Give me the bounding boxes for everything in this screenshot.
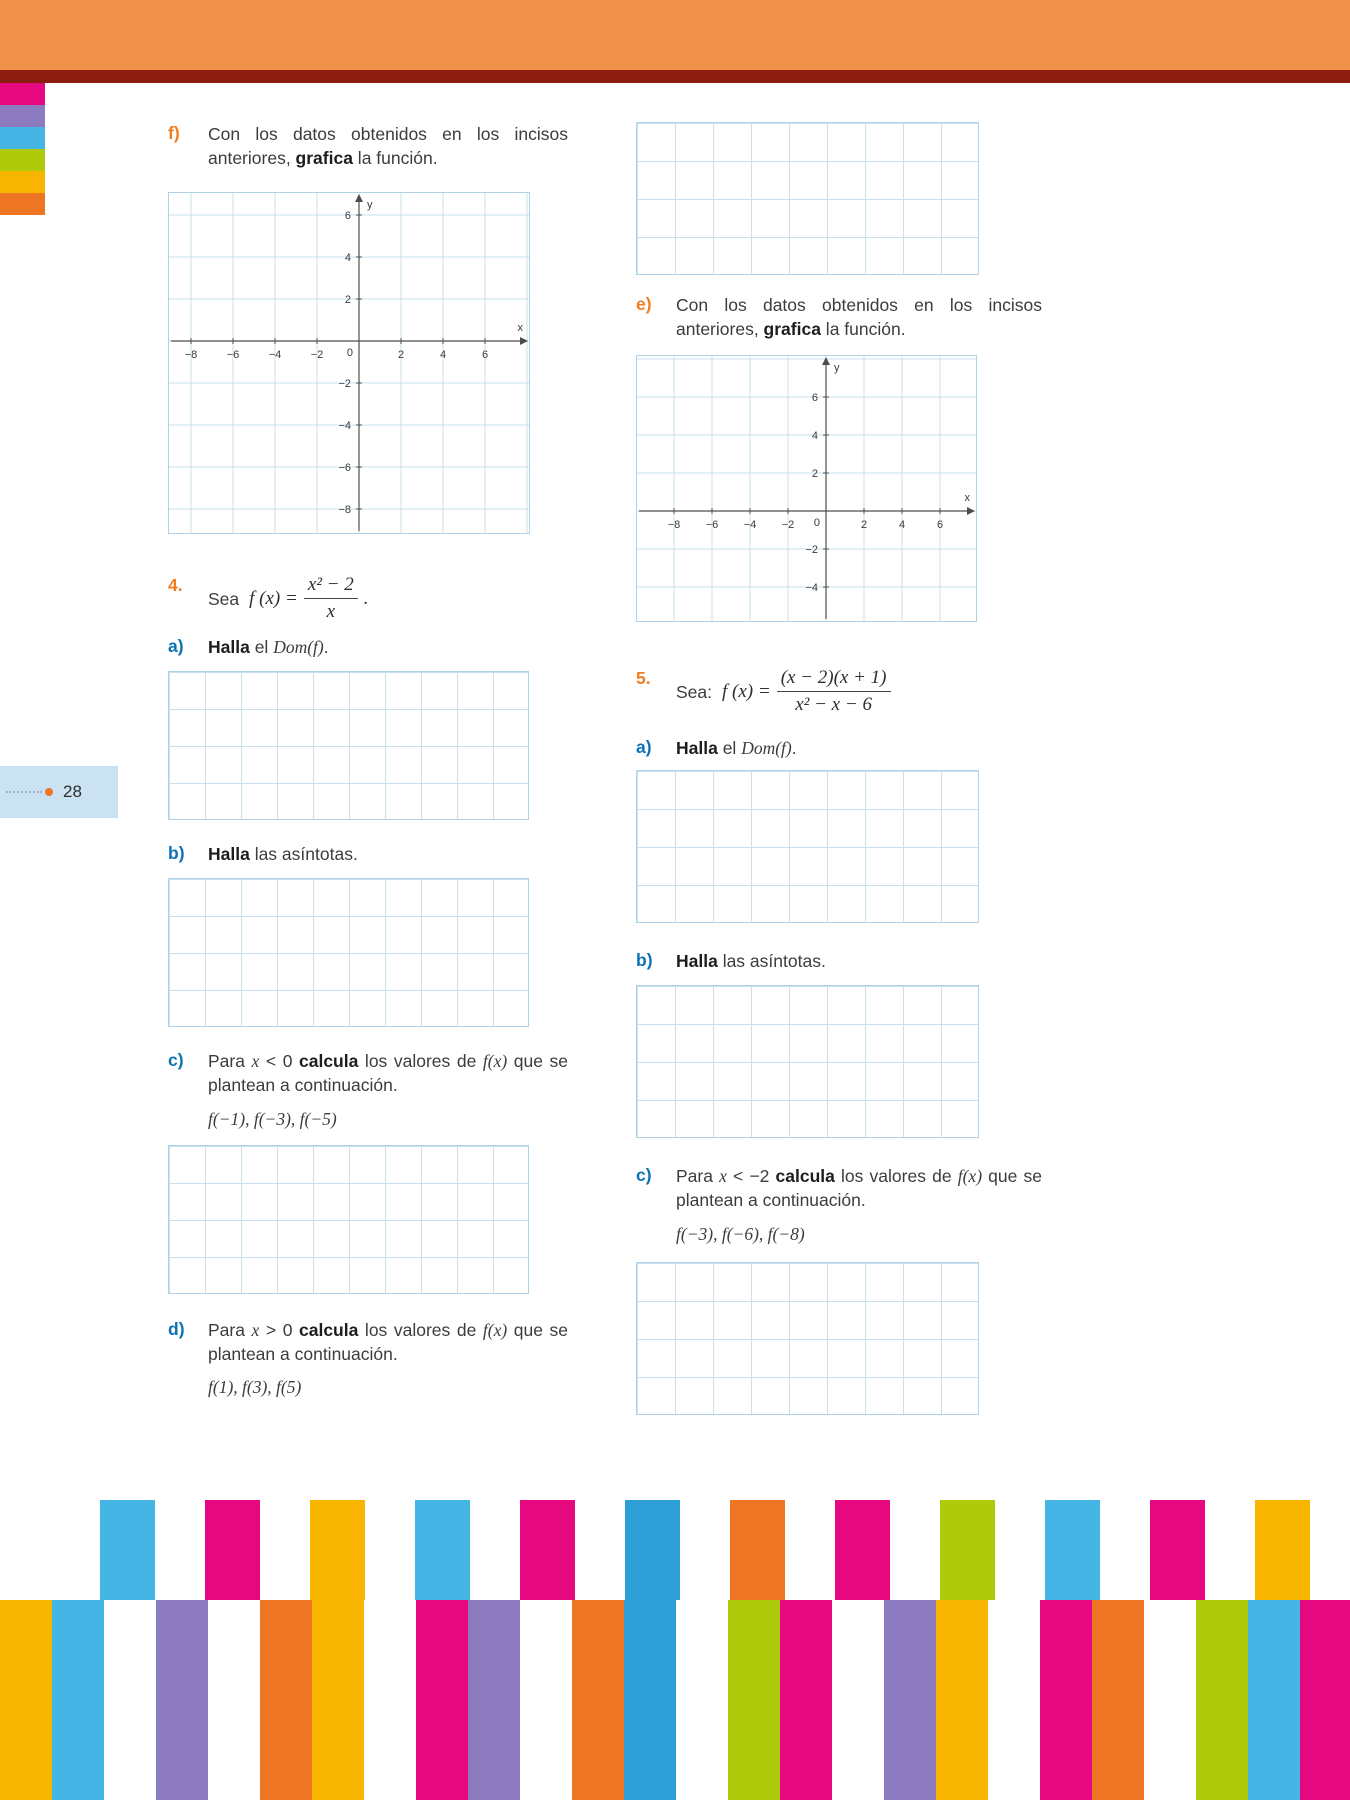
- decoration-block: [624, 1600, 676, 1800]
- item-text: [676, 949, 1042, 973]
- svg-text:2: 2: [860, 519, 868, 532]
- bold-word: grafica: [295, 148, 353, 169]
- svg-text:y: y: [367, 199, 373, 212]
- header-orange-band: [0, 0, 1350, 70]
- decoration-block: [1092, 1600, 1144, 1800]
- right-column: [636, 122, 1042, 1415]
- text-segment: los valores de: [358, 1319, 483, 1340]
- exercise-item-4a: [168, 635, 568, 659]
- color-tab: [0, 193, 45, 215]
- text-segment: Para: [676, 1166, 720, 1187]
- fraction: [777, 667, 891, 716]
- decoration-block: [728, 1600, 780, 1800]
- answer-grid: [168, 671, 529, 820]
- svg-text:−8: −8: [184, 349, 198, 362]
- math-expression: Dom(f): [273, 636, 324, 657]
- svg-text:−8: −8: [338, 504, 351, 517]
- coordinate-plane-svg: [169, 193, 529, 533]
- exercise-item-4b: [168, 842, 568, 866]
- coordinate-plane-svg: [637, 356, 976, 621]
- math-expression: f(x): [957, 1166, 983, 1187]
- math-expression: f(x): [482, 1051, 508, 1072]
- svg-text:−6: −6: [226, 349, 240, 362]
- item-paragraph: [208, 1318, 568, 1366]
- text-segment: el: [249, 636, 274, 657]
- decoration-block: [104, 1600, 156, 1800]
- svg-text:x: x: [517, 322, 523, 335]
- orange-dot: [45, 788, 53, 796]
- item-text: [676, 1164, 1042, 1245]
- footer-bottom-row: [0, 1600, 1350, 1800]
- footer-decoration: [0, 1500, 1350, 1800]
- decoration-block: [1045, 1500, 1100, 1600]
- item-paragraph: [208, 1049, 568, 1097]
- decoration-block: [832, 1600, 884, 1800]
- svg-text:y: y: [834, 362, 840, 375]
- svg-text:−4: −4: [805, 582, 818, 595]
- svg-text:6: 6: [936, 519, 944, 532]
- item-label: b): [168, 843, 185, 864]
- text-segment: < −2: [726, 1166, 776, 1187]
- function-values: f(−3), f(−6), f(−8): [676, 1223, 805, 1244]
- decoration-block: [625, 1500, 680, 1600]
- text-segment: < 0: [259, 1051, 299, 1072]
- formula: [208, 574, 568, 623]
- fraction: [304, 574, 358, 623]
- decoration-block: [1255, 1500, 1310, 1600]
- color-tab: [0, 127, 45, 149]
- decoration-block: [208, 1600, 260, 1800]
- decoration-block: [676, 1600, 728, 1800]
- item-text: [676, 736, 1042, 760]
- math-variable: x: [251, 1051, 260, 1072]
- answer-grid: [636, 1262, 979, 1415]
- decoration-block: [364, 1600, 416, 1800]
- math-expression: f(x): [482, 1319, 508, 1340]
- svg-text:−2: −2: [781, 519, 795, 532]
- item-label: a): [168, 635, 184, 656]
- svg-text:−2: −2: [338, 378, 351, 391]
- function-notation: f (x) =: [722, 680, 771, 702]
- exercise-item-4d: [168, 1318, 568, 1399]
- svg-text:6: 6: [811, 392, 818, 405]
- item-label: c): [636, 1165, 652, 1186]
- decoration-block: [1300, 1600, 1350, 1800]
- svg-text:6: 6: [344, 210, 351, 223]
- item-label: b): [636, 950, 653, 971]
- page-number: 28: [63, 782, 82, 801]
- decoration-block: [988, 1600, 1040, 1800]
- denominator: x² − x − 6: [795, 694, 872, 716]
- svg-text:−4: −4: [268, 349, 282, 362]
- item-text: [208, 1318, 568, 1399]
- bold-word: Halla: [676, 737, 718, 758]
- item-text: [208, 842, 568, 866]
- left-column: [168, 122, 568, 1399]
- decoration-block: [780, 1600, 832, 1800]
- function-values: f(−1), f(−3), f(−5): [208, 1108, 337, 1129]
- text-segment: que se plantean a continuación.: [208, 1051, 569, 1096]
- text-segment: Con los datos obtenidos en los incisos anteriores,: [676, 295, 1042, 340]
- exercise-item-f: [168, 122, 568, 170]
- svg-text:−2: −2: [310, 349, 324, 362]
- svg-text:4: 4: [439, 349, 447, 362]
- color-tab: [0, 83, 45, 105]
- decoration-block: [730, 1500, 785, 1600]
- item-text: [676, 293, 1042, 341]
- item-label: a): [636, 736, 652, 757]
- text-segment: las asíntotas.: [249, 844, 358, 865]
- item-label: d): [168, 1318, 185, 1339]
- text-segment: la función.: [352, 148, 438, 169]
- decoration-block: [312, 1600, 364, 1800]
- math-expression: [249, 574, 368, 623]
- exercise-item-e: [636, 293, 1042, 341]
- decoration-block: [205, 1500, 260, 1600]
- formula: [676, 667, 1042, 716]
- bold-word: calcula: [299, 1051, 359, 1072]
- text-segment: .: [323, 636, 329, 657]
- numerator: x² − 2: [304, 574, 358, 599]
- color-tab: [0, 171, 45, 193]
- answer-grid: [168, 1145, 529, 1294]
- exercise-item-5c: [636, 1164, 1042, 1245]
- math-variable: x: [251, 1319, 260, 1340]
- item-label: 5.: [636, 668, 651, 689]
- answer-grid: [636, 770, 979, 923]
- text-segment: Sea:: [676, 681, 712, 702]
- answer-grid: [636, 985, 979, 1138]
- decoration-block: [835, 1500, 890, 1600]
- header-maroon-stripe: [0, 70, 1350, 83]
- footer-top-row: [0, 1500, 1350, 1600]
- item-label: c): [168, 1050, 184, 1071]
- decoration-block: [416, 1600, 468, 1800]
- answer-grid: [636, 122, 979, 275]
- exercise-item-5a: [636, 736, 1042, 760]
- decoration-block: [260, 1600, 312, 1800]
- item-paragraph: [676, 1164, 1042, 1212]
- decoration-block: [1196, 1600, 1248, 1800]
- decoration-block: [52, 1600, 104, 1800]
- decoration-block: [310, 1500, 365, 1600]
- bold-word: grafica: [763, 319, 821, 340]
- dotted-leader: [6, 791, 42, 793]
- text-segment: Para: [208, 1319, 252, 1340]
- decoration-block: [415, 1500, 470, 1600]
- svg-text:−6: −6: [705, 519, 719, 532]
- svg-text:−4: −4: [743, 519, 757, 532]
- decoration-block: [1040, 1600, 1092, 1800]
- decoration-block: [520, 1500, 575, 1600]
- text-segment: .: [363, 587, 369, 609]
- item-text: [208, 122, 568, 170]
- decoration-block: [468, 1600, 520, 1800]
- text-segment: el: [717, 737, 742, 758]
- svg-text:2: 2: [811, 468, 818, 481]
- decoration-block: [520, 1600, 572, 1800]
- item-label: e): [636, 294, 652, 314]
- decoration-block: [156, 1600, 208, 1800]
- svg-text:x: x: [964, 492, 970, 505]
- exercise-item-4: [168, 574, 568, 623]
- text-segment: la función.: [820, 319, 906, 340]
- bold-word: Halla: [208, 636, 250, 657]
- color-tab: [0, 149, 45, 171]
- function-values: f(1), f(3), f(5): [208, 1376, 302, 1397]
- svg-text:2: 2: [344, 294, 351, 307]
- svg-text:4: 4: [344, 252, 351, 265]
- decoration-block: [936, 1600, 988, 1800]
- item-label: 4.: [168, 575, 183, 596]
- svg-text:6: 6: [481, 349, 489, 362]
- bold-word: Halla: [208, 844, 250, 865]
- math-expression: [722, 667, 891, 716]
- text-segment: Con los datos obtenidos en los incisos anteriores,: [208, 124, 568, 169]
- color-tab: [0, 105, 45, 127]
- svg-text:−4: −4: [338, 420, 351, 433]
- bold-word: Halla: [676, 951, 718, 972]
- text-segment: Para: [208, 1051, 252, 1072]
- item-text: [208, 1049, 568, 1130]
- svg-text:−6: −6: [338, 462, 351, 475]
- coordinate-plane-graph: [168, 192, 530, 534]
- svg-text:4: 4: [811, 430, 818, 443]
- coordinate-plane-graph: [636, 355, 977, 622]
- text-segment: los valores de: [834, 1166, 958, 1187]
- svg-text:0: 0: [346, 347, 353, 360]
- svg-text:0: 0: [813, 517, 820, 530]
- exercise-item-5b: [636, 949, 1042, 973]
- function-notation: f (x) =: [249, 587, 298, 609]
- svg-text:−8: −8: [667, 519, 681, 532]
- answer-grid: [168, 878, 529, 1027]
- math-variable: x: [719, 1166, 727, 1187]
- exercise-item-4c: [168, 1049, 568, 1130]
- decoration-block: [940, 1500, 995, 1600]
- math-expression: Dom(f): [741, 737, 792, 758]
- svg-text:4: 4: [898, 519, 906, 532]
- bold-word: calcula: [299, 1319, 359, 1340]
- text-segment: que se plantean a continuación.: [208, 1319, 569, 1364]
- text-segment: los valores de: [358, 1051, 483, 1072]
- exercise-item-5: [636, 667, 1042, 716]
- text-segment: .: [791, 737, 797, 758]
- decoration-block: [572, 1600, 624, 1800]
- decoration-block: [1144, 1600, 1196, 1800]
- page-number-box: [0, 766, 118, 818]
- item-text: [208, 635, 568, 659]
- decoration-block: [1150, 1500, 1205, 1600]
- decoration-block: [100, 1500, 155, 1600]
- item-label: f): [168, 123, 180, 143]
- side-color-tabs: [0, 83, 45, 215]
- text-segment: > 0: [259, 1319, 299, 1340]
- decoration-block: [0, 1600, 52, 1800]
- numerator: (x − 2)(x + 1): [777, 667, 891, 692]
- denominator: x: [326, 601, 336, 623]
- svg-text:2: 2: [397, 349, 405, 362]
- decoration-block: [1248, 1600, 1300, 1800]
- text-segment: que se plantean a continuación.: [676, 1166, 1043, 1211]
- svg-text:−2: −2: [805, 544, 818, 557]
- decoration-block: [884, 1600, 936, 1800]
- text-segment: Sea: [208, 588, 240, 609]
- text-segment: las asíntotas.: [717, 951, 826, 972]
- bold-word: calcula: [775, 1166, 835, 1187]
